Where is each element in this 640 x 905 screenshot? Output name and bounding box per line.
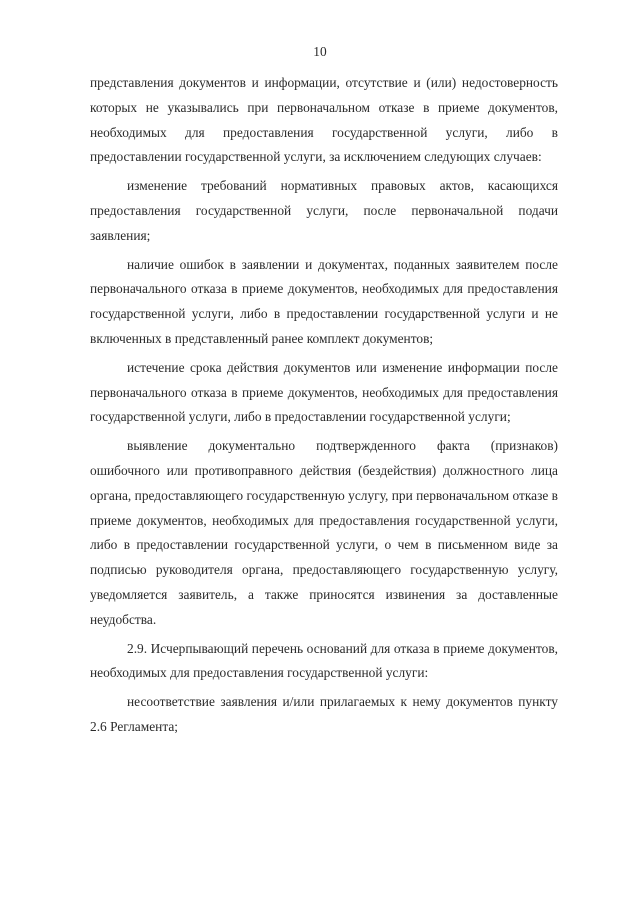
- page-number: 10: [313, 44, 327, 59]
- paragraph-section-2-9: 2.9. Исчерпывающий перечень оснований для отказа в приеме документов, необходимых для предоставления государственной услуги:: [90, 640, 558, 681]
- paragraph-continuation: представления документов и информации, отсутствие и (или) недостоверность которых не указывались при первоначальном отказе в приеме документов, необходимых для предоставления государственной услуги, либо в предоставлении государственной услуги, за исключением следующих случаев:: [90, 75, 558, 165]
- paragraph-legal-change: изменение требований нормативных правовых актов, касающихся предоставления государственной услуги, после первоначальной подачи заявления;: [90, 178, 558, 243]
- document-body: [90, 71, 558, 740]
- paragraph-official-misconduct: выявление документально подтвержденного факта (признаков) ошибочного или противоправного действия (бездействия) должностного лица органа, предоставляющего государственную услугу, при первоначальном отказе в приеме документов, необходимых для предоставления государственной услуги, либо в предоставлении государственной услуги, о чем в письменном виде за подписью руководителя органа, предоставляющего государственную услугу, уведомляется заявитель, а также приносятся извинения за доставленные неудобства.: [90, 438, 558, 627]
- paragraph-application-errors: наличие ошибок в заявлении и документах, поданных заявителем после первоначального отказа в приеме документов, необходимых для предоставления государственной услуги, либо в предоставлении государственной услуги и не включенных в представленный ранее комплект документов;: [90, 256, 558, 346]
- paragraph-noncompliance: несоответствие заявления и/или прилагаемых к нему документов пункту 2.6 Регламента;: [90, 694, 558, 734]
- paragraph-document-expiry: истечение срока действия документов или изменение информации после первоначального отказа в приеме документов, необходимых для предоставления государственной услуги, либо в предоставлении государственной услуги;: [90, 359, 558, 425]
